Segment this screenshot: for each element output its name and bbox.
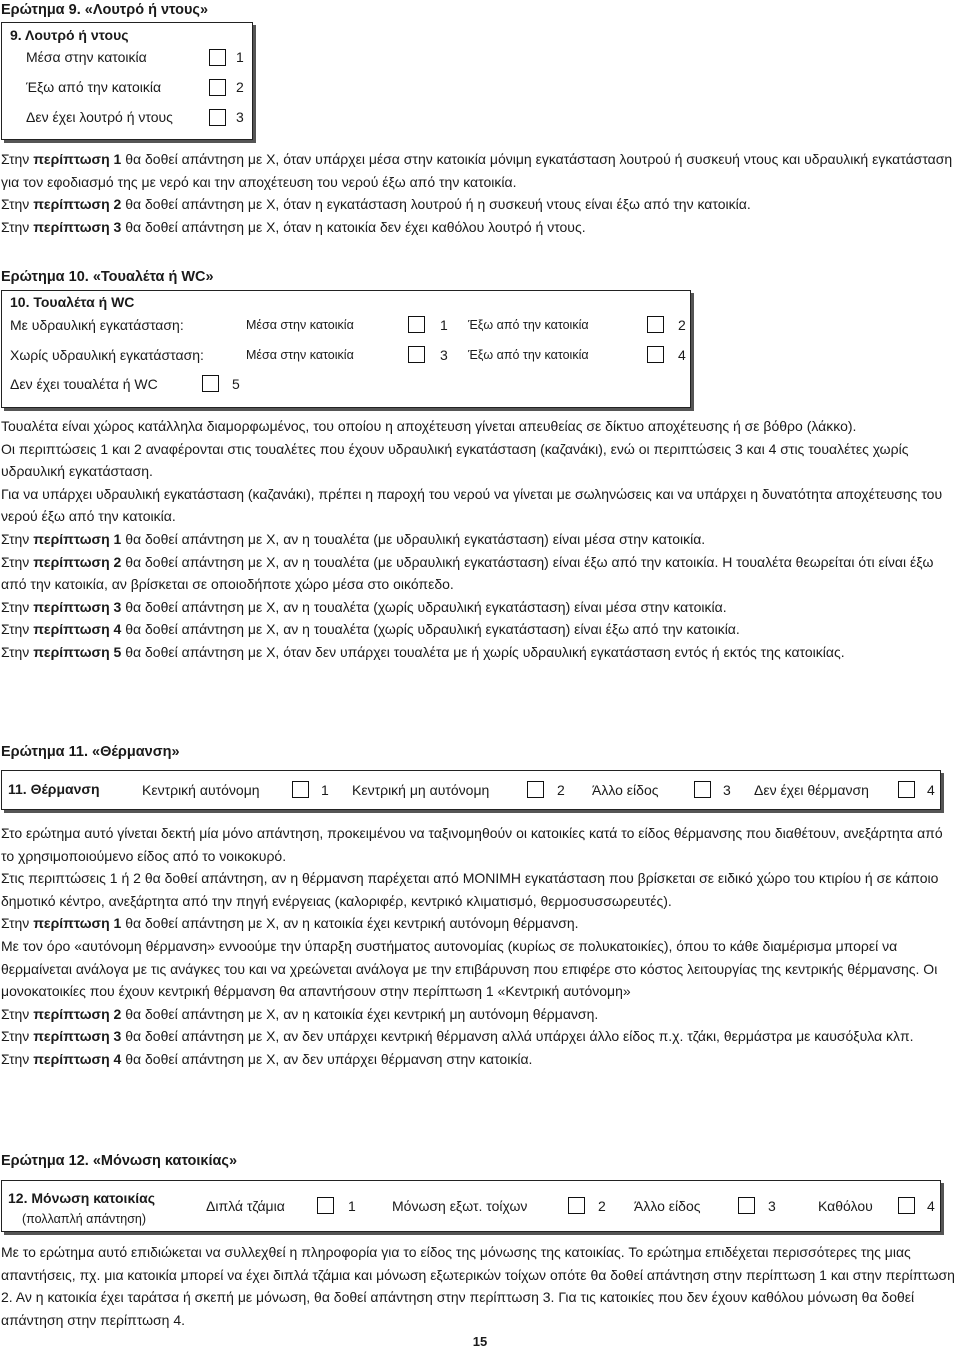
q11-option-3-code: 3 (723, 782, 731, 798)
q10-para: Στην περίπτωση 5 θα δοθεί απάντηση με Χ, όταν δεν υπάρχει τουαλέτα με ή χωρίς υδραυλική εγκατάσταση εντός ή εκτός της κατοικίας. (1, 643, 845, 660)
q12-box (1, 1180, 941, 1232)
q9-para: Στην περίπτωση 2 θα δοθεί απάντηση με Χ, όταν η εγκατάσταση λουτρού ή η συσκευή ντους είναι έξω από την κατοικία. (1, 196, 751, 213)
q12-explanation (1, 1241, 959, 1331)
q10-option-3-code: 3 (440, 347, 448, 363)
q12-option-4-label: Καθόλου (818, 1198, 873, 1214)
q11-option-1-checkbox[interactable] (292, 781, 309, 798)
q11-option-3-checkbox[interactable] (694, 781, 711, 798)
q10-option-2-checkbox[interactable] (647, 316, 664, 333)
q11-para: Στις περιπτώσεις 1 ή 2 θα δοθεί απάντηση, αν η θέρμανση παρέχεται από ΜΟΝΙΜΗ εγκατάσταση που βρίσκεται σε ειδικό χώρο του κτιρίου ή σε κάποιο δημοτικό κέντρο, ανεξάρτητα από την πηγή ενέργειας (καλοριφέρ, κεντρικό κλιματισμό, θερμοσυσσωρευτές). (1, 870, 939, 909)
q10-box-title: 10. Τουαλέτα ή WC (10, 294, 135, 310)
q9-option-2-label: Έξω από την κατοικία (26, 79, 162, 95)
q11-para: Στην περίπτωση 1 θα δοθεί απάντηση με Χ, αν η κατοικία έχει κεντρική αυτόνομη θέρμανση. (1, 915, 579, 932)
q11-option-2-checkbox[interactable] (527, 781, 544, 798)
q11-option-4-code: 4 (927, 782, 935, 798)
q9-option-3-checkbox[interactable] (209, 109, 226, 126)
q12-option-2-label: Μόνωση εξωτ. τοίχων (392, 1198, 528, 1214)
q10-explanation (1, 415, 959, 664)
q12-option-4-code: 4 (927, 1198, 935, 1214)
q10-none-label: Δεν έχει τουαλέτα ή WC (10, 376, 158, 392)
q9-para: Στην περίπτωση 3 θα δοθεί απάντηση με Χ, όταν η κατοικία δεν έχει καθόλου λουτρό ή ντους. (1, 218, 586, 235)
q10-para: Στην περίπτωση 2 θα δοθεί απάντηση με Χ, αν η τουαλέτα (με υδραυλική εγκατάσταση) είναι έξω από την κατοικία. Η τουαλέτα θεωρείται ότι είναι έξω από την κατοικία, αν βρίσκεται σε οποιοδήποτε χώρο μέσα στο οικόπεδο. (1, 553, 934, 593)
q10-option-5-checkbox[interactable] (202, 375, 219, 392)
q11-box (1, 770, 941, 810)
q11-box-title: 11. Θέρμανση (8, 781, 100, 797)
q10-para: Για να υπάρχει υδραυλική εγκατάσταση (καζανάκι), πρέπει η παροχή του νερού να γίνεται με σωληνώσεις και να υπάρχει η δυνατότητα αποχέτευσης του νερού έξω από την κατοικία. (1, 485, 943, 525)
q10-option-3-checkbox[interactable] (408, 346, 425, 363)
q10-row1-outside: Έξω από την κατοικία (468, 318, 589, 332)
q10-para: Στην περίπτωση 1 θα δοθεί απάντηση με Χ, αν η τουαλέτα (με υδραυλική εγκατάσταση) είναι μέσα στην κατοικία. (1, 530, 706, 547)
q12-para: Με το ερώτημα αυτό επιδιώκεται να συλλεχθεί η πληροφορία για το είδος της μόνωσης της κατοικίας. Το ερώτημα επιδέχεται περισσότερες της μιας απαντήσεις, πχ. μια κατοικία μπορεί να έχει διπλά τζάμια και μόνωση εξωτερικών τοίχων οπότε θα δοθεί απάντηση στην περίπτωση 1 και στην περίπτωση 2. Αν η κατοικία έχει ταράτσα ή σκεπή με μόνωση, θα δοθεί απάντηση στην περίπτωση 3. Για τις κατοικίες που δεν έχουν καθόλου μόνωση θα δοθεί απάντηση στην περίπτωση 4. (1, 1244, 955, 1328)
q10-option-4-checkbox[interactable] (647, 346, 664, 363)
q10-heading: Ερώτημα 10. «Τουαλέτα ή WC» (1, 269, 214, 285)
q10-option-1-checkbox[interactable] (408, 316, 425, 333)
q9-box-title: 9. Λουτρό ή ντους (10, 27, 129, 43)
q11-para: Στην περίπτωση 3 θα δοθεί απάντηση με Χ, αν δεν υπάρχει κεντρική θέρμανση αλλά υπάρχει άλλο είδος π.χ. τζάκι, θερμάστρα με καυσόξυλα κλπ. (1, 1028, 914, 1045)
q12-option-3-checkbox[interactable] (738, 1197, 755, 1214)
q9-box (1, 22, 253, 140)
q9-explanation (1, 148, 959, 238)
q12-option-4-checkbox[interactable] (898, 1197, 915, 1214)
q11-option-2-code: 2 (557, 782, 565, 798)
q11-option-4-label: Δεν έχει θέρμανση (754, 782, 869, 798)
q9-option-3-code: 3 (236, 109, 244, 125)
q10-option-1-code: 1 (440, 317, 448, 333)
q9-heading: Ερώτημα 9. «Λουτρό ή ντους» (1, 2, 209, 18)
q10-option-2-code: 2 (678, 317, 686, 333)
q12-box-subtitle: (πολλαπλή απάντηση) (22, 1212, 147, 1226)
q10-box (1, 290, 691, 408)
q10-para: Οι περιπτώσεις 1 και 2 αναφέρονται στις τουαλέτες που έχουν υδραυλική εγκατάσταση (καζανάκι), ενώ οι περιπτώσεις 3 και 4 στις τουαλέτες χωρίς υδραυλική εγκατάσταση. (1, 440, 909, 480)
q10-option-5-code: 5 (232, 376, 240, 392)
page-number: 15 (472, 1334, 488, 1349)
q11-heading: Ερώτημα 11. «Θέρμανση» (1, 744, 180, 760)
q11-option-1-label: Κεντρική αυτόνομη (142, 782, 260, 798)
q11-para: Στο ερώτημα αυτό γίνεται δεκτή μία μόνο απάντηση, προκειμένου να ταξινομηθούν οι κατοικίες κατά το είδος θέρμανσης που διαθέτουν, ανεξάρτητα από το χρησιμοποιούμενο είδος από το νοικοκυρό. (1, 825, 943, 864)
q12-option-3-code: 3 (768, 1198, 776, 1214)
q11-option-3-label: Άλλο είδος (592, 782, 659, 798)
q12-option-2-checkbox[interactable] (568, 1197, 585, 1214)
q10-row2-outside: Έξω από την κατοικία (468, 348, 589, 362)
q12-option-3-label: Άλλο είδος (634, 1198, 701, 1214)
q10-option-4-code: 4 (678, 347, 686, 363)
q9-option-1-label: Μέσα στην κατοικία (26, 49, 147, 65)
q10-para: Τουαλέτα είναι χώρος κατάλληλα διαμορφωμένος, του οποίου η αποχέτευση γίνεται απευθείας σε δίκτυο αποχέτευσης ή σε βόθρο (λάκκο). (1, 418, 857, 434)
q9-option-2-code: 2 (236, 79, 244, 95)
q11-option-4-checkbox[interactable] (898, 781, 915, 798)
q11-para: Με τον όρο «αυτόνομη θέρμανση» εννοούμε την ύπαρξη συστήματος αυτονομίας (κυρίως σε πολυκατοικίες), όπου το κάθε διαμέρισμα μπορεί να θερμαίνεται ανάλογα με τις ανάγκες του και να χρεώνεται ανάλογα με την επιβάρυνση που επιφέρε στο κόστος λειτουργίας της κεντρικής θέρμανσης. Οι μονοκατοικίες που έχουν κεντρική θέρμανση θα απαντήσουν στην περίπτωση 1 «Κεντρική αυτόνομη» (1, 937, 938, 1000)
q11-option-1-code: 1 (321, 782, 329, 798)
q10-row2-label: Χωρίς υδραυλική εγκατάσταση: (10, 347, 204, 363)
q10-row1-label: Με υδραυλική εγκατάσταση: (10, 317, 184, 333)
q9-option-3-label: Δεν έχει λουτρό ή ντους (26, 109, 173, 125)
q12-option-1-code: 1 (348, 1198, 356, 1214)
q12-option-2-code: 2 (598, 1198, 606, 1214)
q9-option-1-checkbox[interactable] (209, 49, 226, 66)
q10-row1-inside: Μέσα στην κατοικία (246, 318, 354, 332)
q12-heading: Ερώτημα 12. «Μόνωση κατοικίας» (1, 1153, 238, 1169)
q11-explanation (1, 822, 959, 1071)
q11-option-2-label: Κεντρική μη αυτόνομη (352, 782, 490, 798)
q12-option-1-checkbox[interactable] (317, 1197, 334, 1214)
q10-row2-inside: Μέσα στην κατοικία (246, 348, 354, 362)
q9-option-1-code: 1 (236, 49, 244, 65)
q11-para: Στην περίπτωση 4 θα δοθεί απάντηση με Χ, αν δεν υπάρχει θέρμανση στην κατοικία. (1, 1050, 533, 1067)
q12-option-1-label: Διπλά τζάμια (206, 1198, 285, 1214)
q10-para: Στην περίπτωση 3 θα δοθεί απάντηση με Χ, αν η τουαλέτα (χωρίς υδραυλική εγκατάσταση) είναι μέσα στην κατοικία. (1, 598, 727, 615)
q9-option-2-checkbox[interactable] (209, 79, 226, 96)
q12-box-title: 12. Μόνωση κατοικίας (8, 1190, 156, 1206)
q10-para: Στην περίπτωση 4 θα δοθεί απάντηση με Χ, αν η τουαλέτα (χωρίς υδραυλική εγκατάσταση) είναι έξω από την κατοικία. (1, 621, 740, 638)
q9-para: Στην περίπτωση 1 θα δοθεί απάντηση με Χ, όταν υπάρχει μέσα στην κατοικία μόνιμη εγκατάσταση λουτρού ή συσκευή ντους και υδραυλική εγκατάσταση για τον εφοδιασμό της με νερό και την αποχέτευση του νερού έξω από την κατοικία. (1, 151, 953, 190)
q11-para: Στην περίπτωση 2 θα δοθεί απάντηση με Χ, αν η κατοικία έχει κεντρική μη αυτόνομη θέρμανση. (1, 1005, 599, 1022)
